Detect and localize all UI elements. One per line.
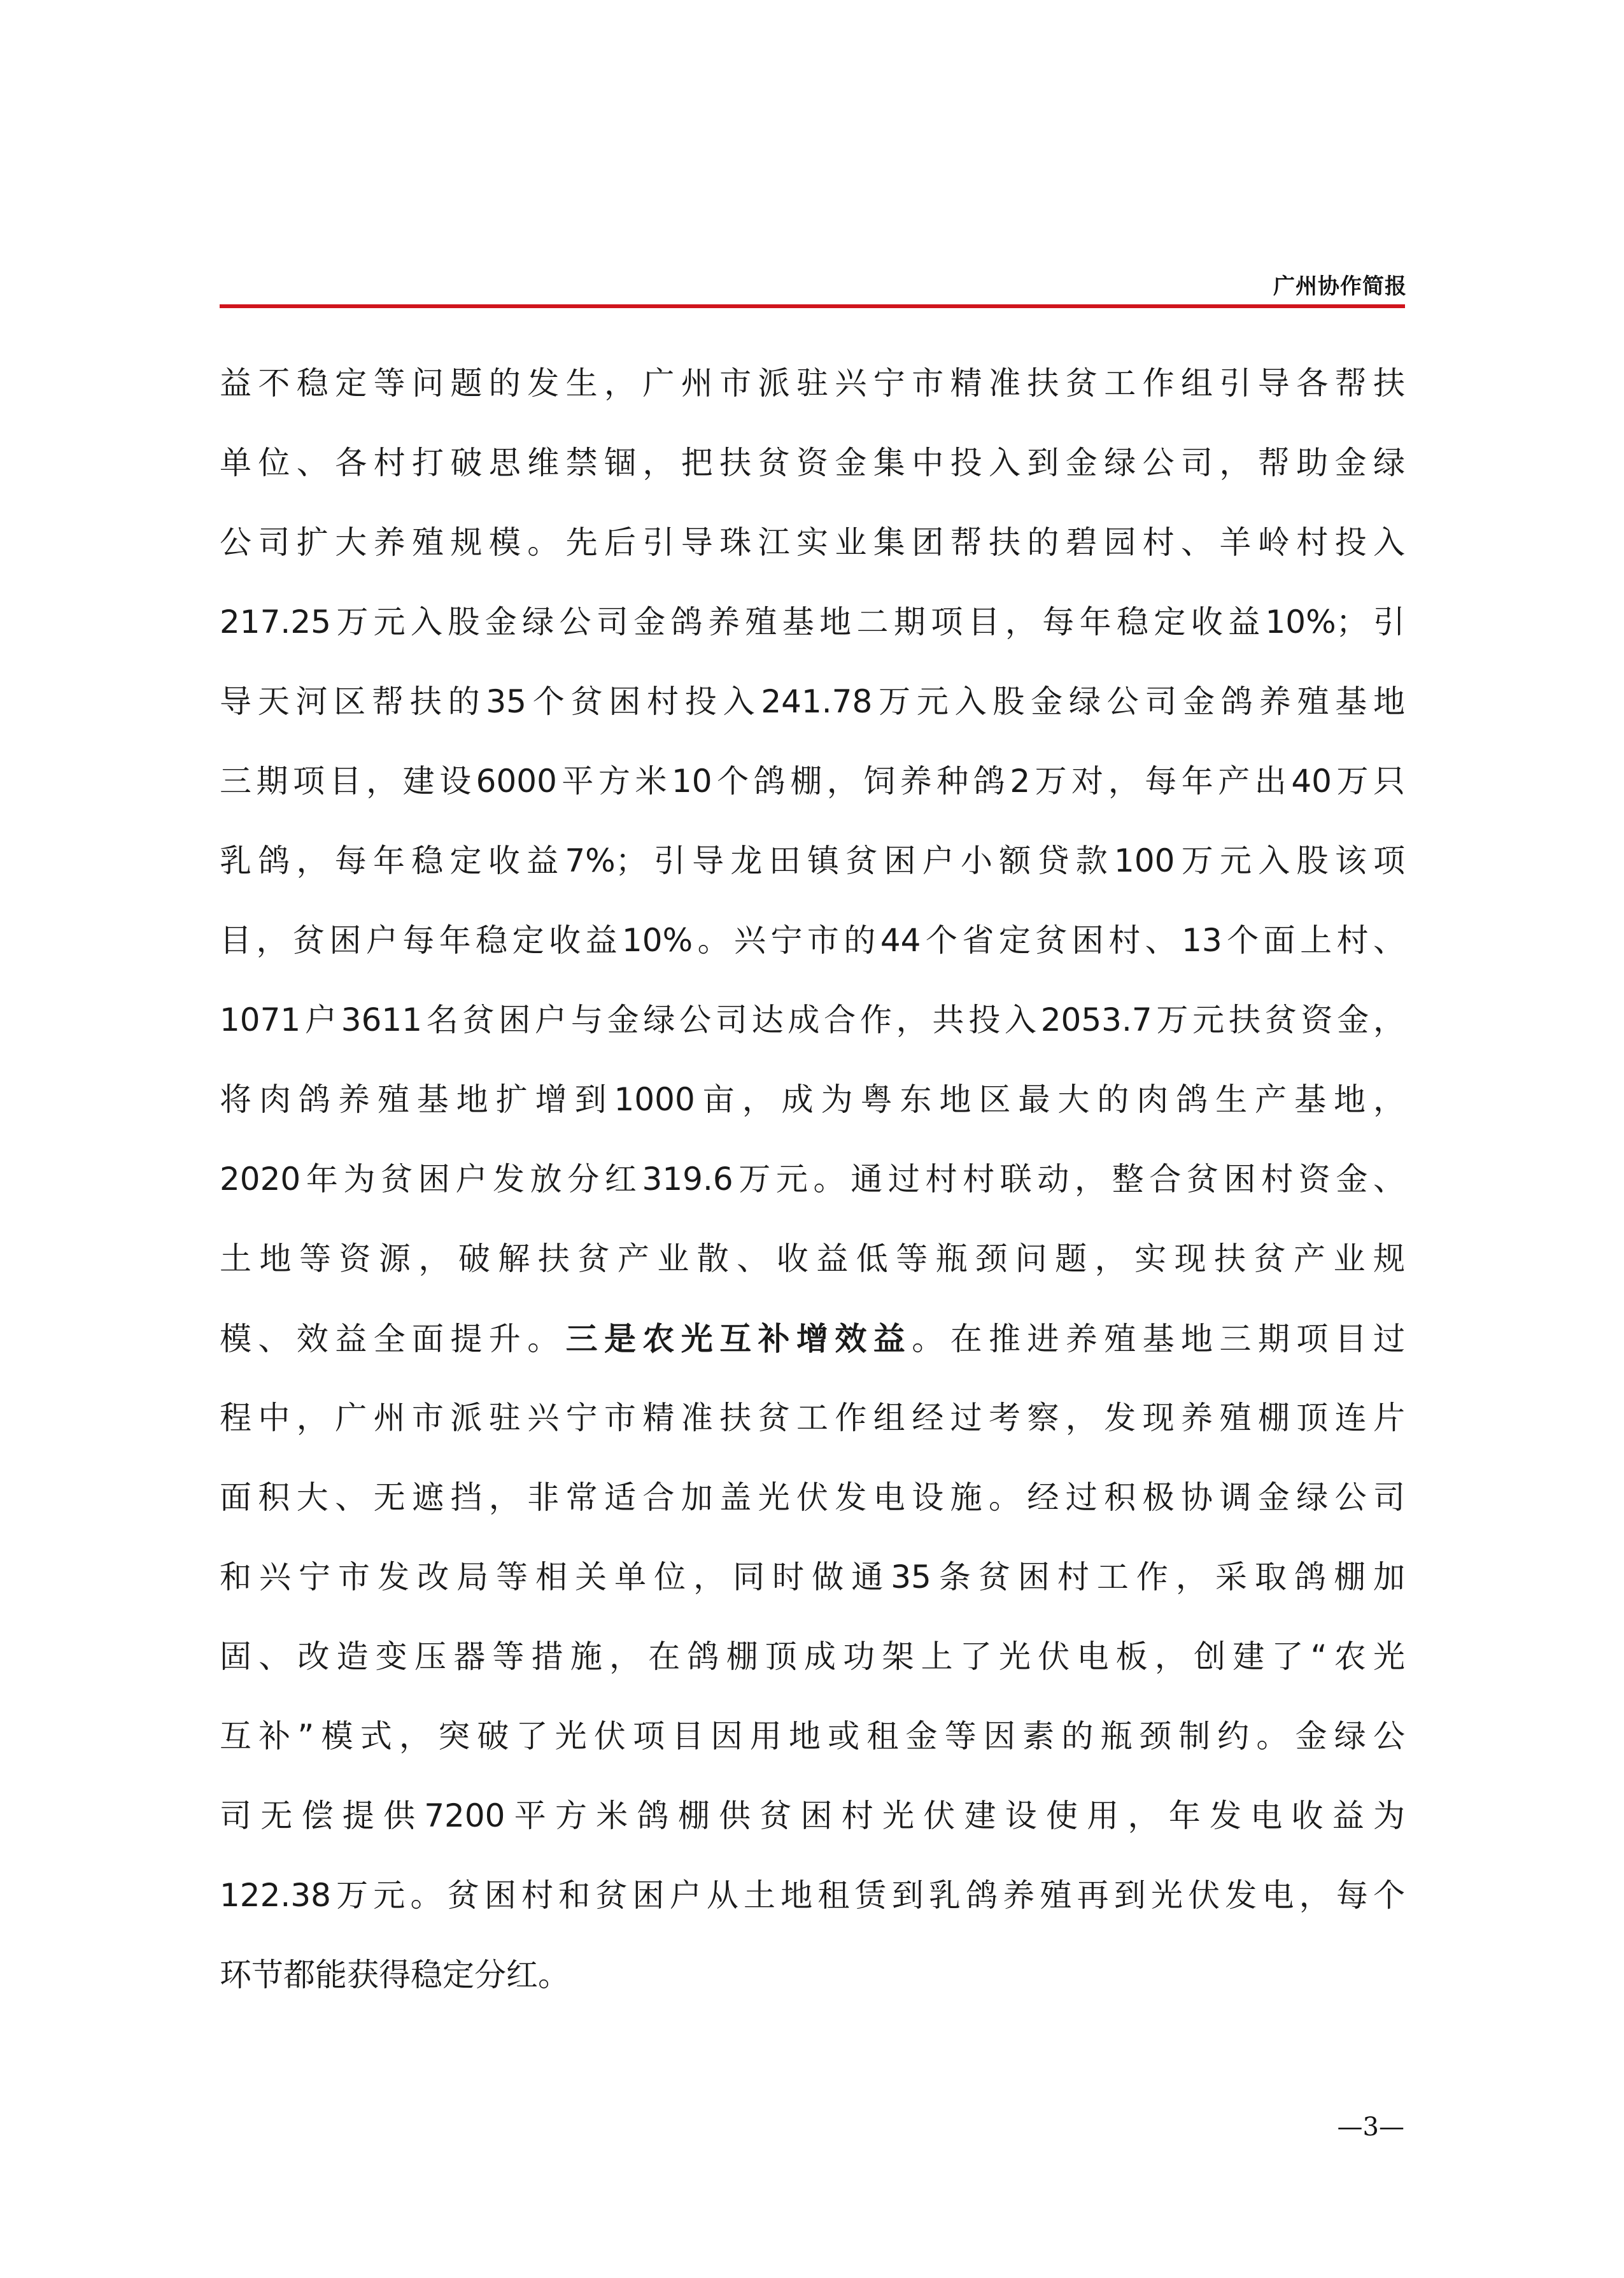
text-line: 目，贫困户每年稳定收益10%。兴宁市的44个省定贫困村、13个面上村、 — [220, 922, 1405, 959]
text-line: 互补”模式，突破了光伏项目因用地或租金等因素的瓶颈制约。金绿公 — [220, 1718, 1405, 1755]
text-line: 土地等资源，破解扶贫产业散、收益低等瓶颈问题，实现扶贫产业规 — [220, 1240, 1405, 1277]
text-line: 程中，广州市派驻兴宁市精准扶贫工作组经过考察，发现养殖棚顶连片 — [220, 1399, 1405, 1436]
text-segment: 模、效益全面提升。 — [220, 1320, 566, 1357]
text-line: 环节都能获得稳定分红。 — [220, 1956, 570, 1993]
text-line: 和兴宁市发改局等相关单位，同时做通35条贫困村工作，采取鸽棚加 — [220, 1559, 1405, 1595]
text-line: 三期项目，建设6000平方米10个鸽棚，饲养种鸽2万对，每年产出40万只 — [220, 763, 1405, 800]
text-line: 将肉鸽养殖基地扩增到1000亩，成为粤东地区最大的肉鸽生产基地， — [220, 1081, 1405, 1118]
text-segment: 。在推进养殖基地三期项目过 — [912, 1320, 1405, 1357]
text-line: 益不稳定等问题的发生，广州市派驻兴宁市精准扶贫工作组引导各帮扶 — [220, 365, 1405, 402]
text-line: 1071户3611名贫困户与金绿公司达成合作，共投入2053.7万元扶贫资金， — [220, 1001, 1405, 1038]
text-line: 217.25万元入股金绿公司金鸽养殖基地二期项目，每年稳定收益10%；引 — [220, 604, 1405, 640]
text-line: 面积大、无遮挡，非常适合加盖光伏发电设施。经过积极协调金绿公司 — [220, 1479, 1405, 1516]
text-line: 司无偿提供7200平方米鸽棚供贫困村光伏建设使用，年发电收益为 — [220, 1797, 1405, 1834]
text-line-with-emphasis — [220, 1299, 1405, 1378]
text-line: 乳鸽，每年稳定收益7%；引导龙田镇贫困户小额贷款100万元入股该项 — [220, 842, 1405, 879]
text-line: 2020年为贫困户发放分红319.6万元。通过村村联动，整合贫困村资金、 — [220, 1161, 1405, 1198]
emphasis-heading: 三是农光互补增效益 — [565, 1320, 912, 1357]
text-line: 单位、各村打破思维禁锢，把扶贫资金集中投入到金绿公司，帮助金绿 — [220, 444, 1405, 481]
text-line: 导天河区帮扶的35个贫困村投入241.78万元入股金绿公司金鸽养殖基地 — [220, 683, 1405, 720]
page-number: —3— — [1337, 2112, 1404, 2142]
body-text — [220, 344, 1405, 2015]
text-line: 公司扩大养殖规模。先后引导珠江实业集团帮扶的碧园村、羊岭村投入 — [220, 524, 1405, 561]
text-line: 122.38万元。贫困村和贫困户从土地租赁到乳鸽养殖再到光伏发电，每个 — [220, 1877, 1405, 1914]
header-divider — [220, 304, 1405, 308]
page-header-title: 广州协作简报 — [1273, 274, 1407, 299]
text-line: 固、改造变压器等措施，在鸽棚顶成功架上了光伏电板，创建了“农光 — [220, 1638, 1405, 1675]
